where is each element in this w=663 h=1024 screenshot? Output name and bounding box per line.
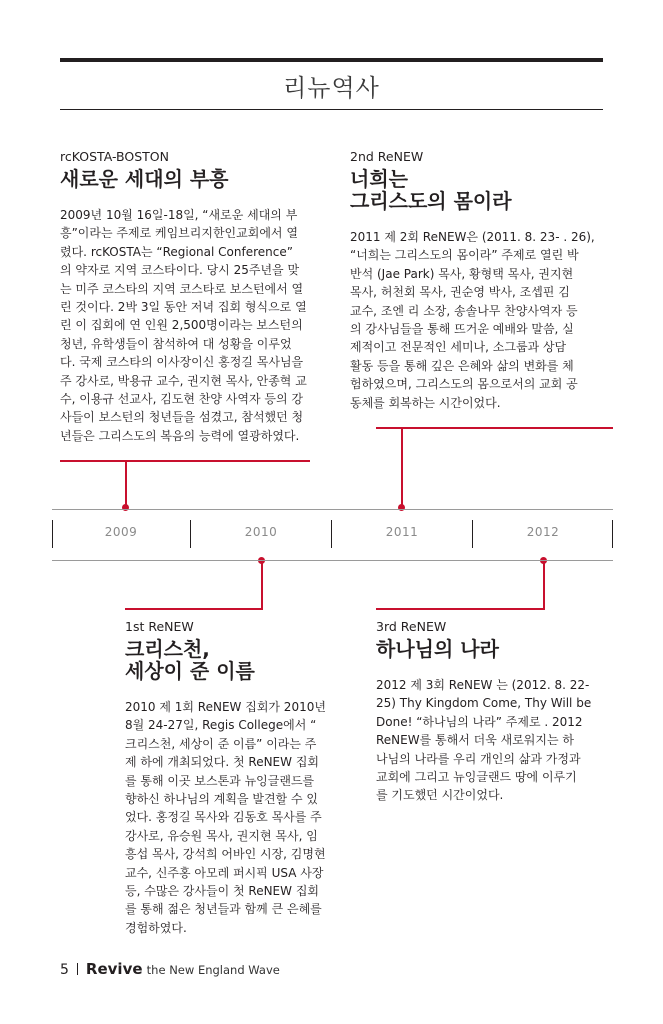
footer-tagline: the New England Wave xyxy=(146,963,280,977)
body-line: 린 이 집회에 연 인원 2,500명이라는 보스턴의 xyxy=(60,318,303,333)
body-line: 활동 등을 통해 깊은 은혜와 삶의 변화를 체 xyxy=(350,358,574,373)
connector-stem-2010 xyxy=(261,561,263,609)
timeline-bottom-line xyxy=(52,560,613,561)
body-line: 강사로, 유승원 목사, 권지현 목사, 임 xyxy=(125,828,318,843)
timeline-tick xyxy=(190,520,191,548)
connector-underline-2009 xyxy=(60,460,310,462)
body-line: 를 통해 이곳 보스톤과 뉴잉글랜드를 xyxy=(125,773,315,788)
entry-3rd-renew xyxy=(376,619,590,805)
body-line: 제 하에 개최되었다. 첫 ReNEW 집회 xyxy=(125,755,320,770)
footer-brand: Revive xyxy=(85,960,143,978)
body-line: 25) Thy Kingdom Come, Thy Will be xyxy=(376,696,592,711)
heading-line: 세상이 준 이름 xyxy=(125,659,255,683)
body-line: 주 강사로, 박용규 교수, 권지현 목사, 안종혁 교 xyxy=(60,373,307,388)
body-line: 험하였으며, 그리스도의 몸으로서의 교회 공 xyxy=(350,377,578,392)
body-line: 의 약자로 지역 코스타이다. 당시 25주년을 맞 xyxy=(60,263,300,278)
entry-kicker: 2nd ReNEW xyxy=(350,149,424,164)
timeline-year-2010: 2010 xyxy=(244,525,278,539)
heading-line: 너희는 xyxy=(350,167,408,191)
body-line: 린 것이다. 2박 3일 동안 저녁 집회 형식으로 열 xyxy=(60,300,307,315)
entry-heading xyxy=(125,638,332,682)
body-line: 의 강사님들을 통해 뜨거운 예배와 말씀, 실 xyxy=(350,322,574,337)
entry-kicker: rcKOSTA-BOSTON xyxy=(60,149,169,164)
entry-heading xyxy=(350,168,602,212)
body-line: 8월 24-27일, Regis College에서 “ xyxy=(125,718,317,733)
body-line: 다. 국제 코스타의 이사장이신 홍정길 목사님을 xyxy=(60,355,304,370)
page-number: 5 xyxy=(60,962,69,978)
body-line: 2011 제 2회 ReNEW은 (2011. 8. 23- . 26), xyxy=(350,230,595,244)
connector-stem-2012 xyxy=(543,561,545,609)
body-line: 흥”이라는 주제로 케임브리지한인교회에서 열 xyxy=(60,226,298,241)
body-line: 크리스천, 세상이 준 이름” 이라는 주 xyxy=(125,736,317,751)
entry-body xyxy=(125,698,332,937)
title-rule xyxy=(60,109,603,110)
body-line: 나님의 나라를 우리 개인의 삶과 가정과 xyxy=(376,751,581,766)
entry-1st-renew xyxy=(125,619,332,937)
footer-divider xyxy=(77,963,78,975)
body-line: 었다. 홍정길 목사와 김동호 목사를 주 xyxy=(125,810,322,825)
body-line: 등, 수많은 강사들이 첫 ReNEW 집회 xyxy=(125,884,320,899)
body-line: 제적이고 전문적인 세미나, 소그룹과 상담 xyxy=(350,340,567,355)
timeline-top-line xyxy=(52,509,613,510)
body-line: 2010 제 1회 ReNEW 집회가 2010년 xyxy=(125,700,326,714)
entry-body xyxy=(350,228,602,412)
body-line: Done! “하나님의 나라” 주제로 . 2012 xyxy=(376,714,583,729)
body-line: 사들이 보스턴의 청년들을 섬겼고, 참석했던 청 xyxy=(60,410,304,425)
entry-rckosta-boston xyxy=(60,149,310,445)
timeline-tick xyxy=(472,520,473,548)
body-line: 교수, 신주홍 아모레 퍼시픽 USA 사장 xyxy=(125,865,324,880)
body-line: 는 미주 코스타의 지역 코스타로 보스턴에서 열 xyxy=(60,281,304,296)
body-line: 동체를 회복하는 시간이었다. xyxy=(350,395,501,410)
connector-overline-2010 xyxy=(125,608,263,610)
body-line: 2009년 10월 16일-18일, “새로운 세대의 부 xyxy=(60,208,298,222)
body-line: 향하신 하나님의 계획을 발견할 수 있 xyxy=(125,792,318,807)
body-line: 를 기도했던 시간이었다. xyxy=(376,788,504,803)
connector-stem-2009 xyxy=(125,460,127,509)
body-line: 목사, 허천회 목사, 권순영 박사, 조셉핀 김 xyxy=(350,285,570,300)
timeline-year-2009: 2009 xyxy=(104,525,138,539)
body-line: 경험하였다. xyxy=(125,920,187,935)
heading-line: 하나님의 나라 xyxy=(376,637,499,661)
body-line: 교수, 조엔 리 소장, 송솔나무 찬양사역자 등 xyxy=(350,303,578,318)
connector-underline-2011 xyxy=(376,427,613,429)
timeline-tick xyxy=(52,520,53,548)
heading-line: 그리스도의 몸이라 xyxy=(350,189,512,213)
timeline-year-2012: 2012 xyxy=(526,525,560,539)
timeline-tick xyxy=(331,520,332,548)
body-line: 수, 이용규 선교사, 김도현 찬양 사역자 등의 강 xyxy=(60,392,303,407)
entry-body xyxy=(60,206,310,445)
entry-kicker: 1st ReNEW xyxy=(125,619,194,634)
footer xyxy=(60,960,280,978)
body-line: ReNEW를 통해서 더욱 새로워지는 하 xyxy=(376,733,574,748)
entry-2nd-renew xyxy=(350,149,602,412)
top-rule xyxy=(60,58,603,62)
entry-kicker: 3rd ReNEW xyxy=(376,619,447,634)
entry-body xyxy=(376,676,590,805)
heading-line: 새로운 세대의 부흥 xyxy=(60,167,229,191)
timeline-tick xyxy=(612,520,613,548)
body-line: “너희는 그리스도의 몸이라” 주제로 열린 박 xyxy=(350,248,579,263)
heading-line: 크리스천, xyxy=(125,637,210,661)
body-line: 2012 제 3회 ReNEW 는 (2012. 8. 22- xyxy=(376,678,590,692)
connector-stem-2011 xyxy=(401,427,403,509)
body-line: 년들은 그리스도의 복음의 능력에 열광하였다. xyxy=(60,428,300,443)
body-line: 청년, 유학생들이 참석하여 대 성황을 이루었 xyxy=(60,336,292,351)
body-line: 렸다. rcKOSTA는 “Regional Conference” xyxy=(60,244,293,259)
body-line: 교회에 그리고 뉴잉글랜드 땅에 이루기 xyxy=(376,770,577,785)
connector-overline-2012 xyxy=(376,608,545,610)
timeline-year-2011: 2011 xyxy=(385,525,419,539)
body-line: 반석 (Jae Park) 목사, 황형택 목사, 권지현 xyxy=(350,266,574,281)
entry-heading xyxy=(376,638,590,660)
page-title: 리뉴역사 xyxy=(283,74,380,102)
body-line: 흥섭 목사, 강석희 어바인 시장, 김명현 xyxy=(125,847,326,862)
body-line: 를 통해 젊은 청년들과 함께 큰 은혜를 xyxy=(125,902,322,917)
entry-heading xyxy=(60,168,310,190)
